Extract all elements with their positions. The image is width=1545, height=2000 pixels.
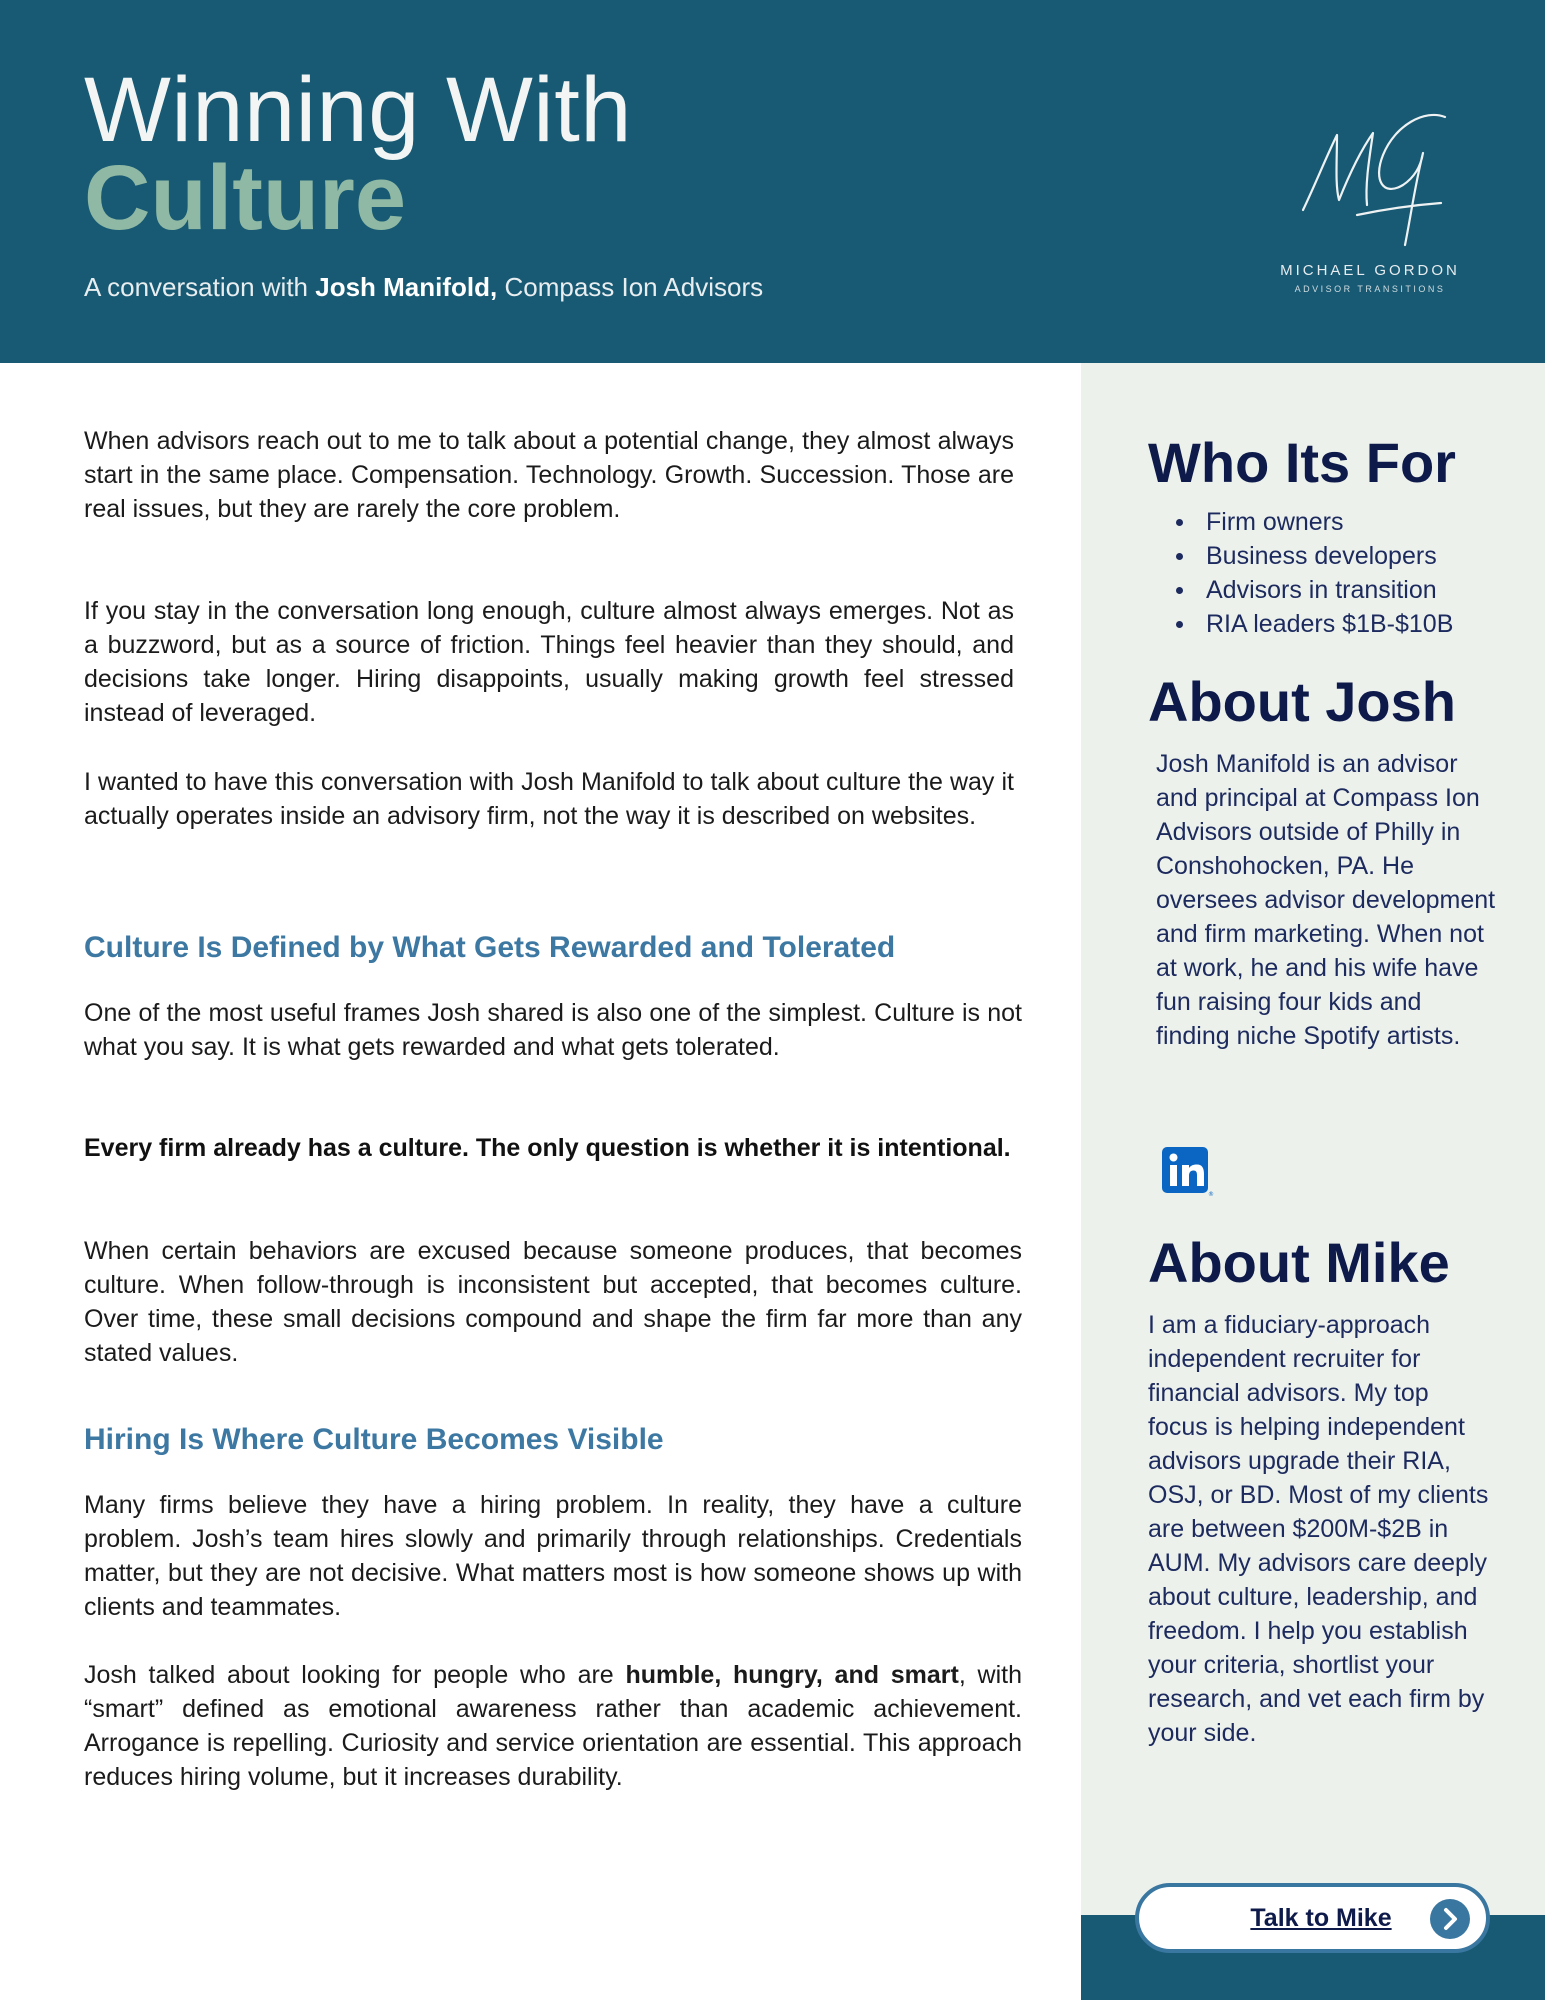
logo-tagline: ADVISOR TRANSITIONS — [1294, 284, 1446, 294]
subtitle — [84, 270, 763, 304]
section2-p2-bold: humble, hungry, and smart — [625, 1661, 959, 1689]
section1-paragraph-1: One of the most useful frames Josh shared is also one of the simplest. Culture is not what you say. It is what gets rewarded and what gets tolerated. — [84, 999, 1022, 1061]
intro-paragraph-2: If you stay in the conversation long enough, culture almost always emerges. Not as a buzzword, but as a source of friction. Things feel heavier than they should, and decisions take longer. Hiring disappoints, usually making growth feel stressed instead of leveraged. — [84, 597, 1014, 727]
about-josh-heading: About Josh — [1148, 670, 1456, 733]
intro-paragraph-3: I wanted to have this conversation with Josh Manifold to talk about culture the way it actually operates inside an advisory firm, not the way it is described on websites. — [84, 768, 1014, 830]
talk-to-mike-button[interactable] — [1135, 1883, 1490, 1953]
intro-paragraph-1: When advisors reach out to me to talk about a potential change, they almost always start in the same place. Compensation. Technology. Growth. Succession. Those are real issues, but they are rarely the core problem. — [84, 427, 1014, 523]
svg-text:®: ® — [1208, 1191, 1214, 1198]
who-heading: Who Its For — [1148, 431, 1456, 494]
section1-emphasis: Every firm already has a culture. The only question is whether it is intentional. — [84, 1134, 1011, 1162]
section1-paragraph-3: When certain behaviors are excused because someone produces, that becomes culture. When follow-through is inconsistent but accepted, that becomes culture. Over time, these small decisions compound and shape the firm far more than any stated values. — [84, 1237, 1022, 1367]
linkedin-icon[interactable] — [1160, 1145, 1212, 1197]
subtitle-suffix: Compass Ion Advisors — [497, 272, 764, 302]
section-heading-hiring: Hiring Is Where Culture Becomes Visible — [84, 1423, 664, 1456]
list-item: Advisors in transition — [1172, 573, 1453, 607]
subtitle-name: Josh Manifold, — [315, 272, 498, 302]
logo-name: MICHAEL GORDON — [1280, 262, 1460, 279]
list-item: RIA leaders $1B-$10B — [1172, 607, 1453, 641]
section2-p2-end: , with “smart” defined as emotional awareness rather than academic achievement. Arrogance is repelling. Curiosity and service orientation are essential. This approach reduces hiring volume, but it increases durability. — [84, 1661, 1022, 1791]
section2-p2-start: Josh talked about looking for people who are — [84, 1661, 626, 1689]
list-item: Business developers — [1172, 539, 1453, 573]
subtitle-prefix: A conversation with — [84, 272, 316, 302]
section2-paragraph-1: Many firms believe they have a hiring problem. In reality, they have a culture problem. Josh’s team hires slowly and primarily through relationships. Credentials matter, but they are not decisive. What matters most is how someone shows up with clients and teammates. — [84, 1491, 1022, 1621]
list-item: Firm owners — [1172, 505, 1453, 539]
about-josh-text: Josh Manifold is an advisor and principal at Compass Ion Advisors outside of Philly in Conshohocken, PA. He oversees advisor development and firm marketing. When not at work, he and his wife have fun raising four kids and finding niche Spotify artists. — [1156, 750, 1496, 1050]
about-mike-text: I am a fiduciary-approach independent recruiter for financial advisors. My top focus is helping independent advisors upgrade their RIA, OSJ, or BD. Most of my clients are between $200M-$2B in AUM. My advisors care deeply about culture, leadership, and freedom. I help you establish your criteria, shortlist your research, and vet each firm by your side. — [1148, 1311, 1489, 1747]
cta-label[interactable]: Talk to Mike — [1250, 1904, 1392, 1932]
page-title: Winning With — [84, 59, 632, 161]
section-heading-culture: Culture Is Defined by What Gets Rewarded and Tolerated — [84, 931, 896, 964]
section2-paragraph-2 — [84, 1658, 1022, 1794]
page-title-accent: Culture — [84, 147, 406, 249]
chevron-right-icon[interactable] — [1430, 1899, 1470, 1939]
about-mike-heading: About Mike — [1148, 1231, 1450, 1294]
audience-list — [1172, 505, 1453, 641]
